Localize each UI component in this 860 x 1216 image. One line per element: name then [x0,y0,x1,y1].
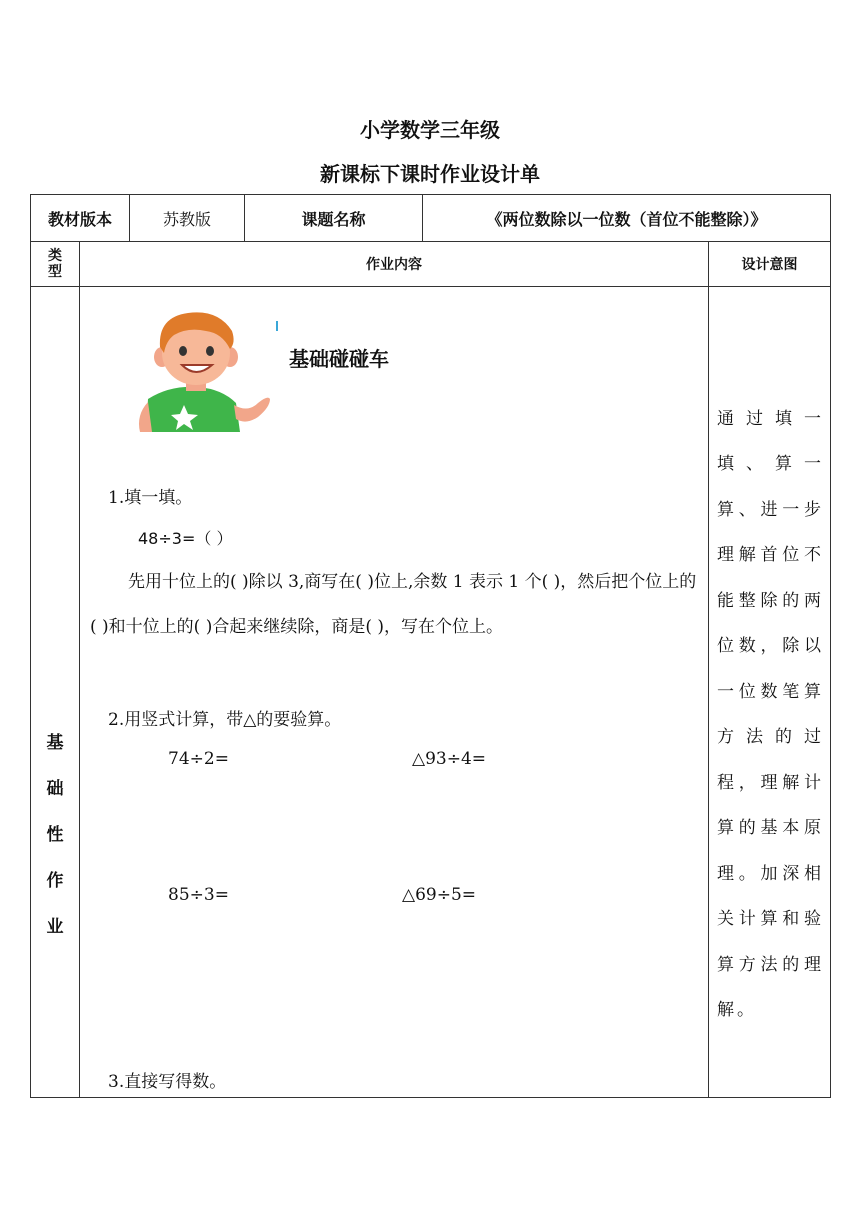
type-header-text: 类型 [48,248,62,280]
topic-label: 课题名称 [245,195,423,242]
content-cell [80,287,709,1098]
intent-cell [709,287,831,1098]
q2-item: △93÷4= [412,749,487,769]
column-header-row [31,242,831,287]
q2-title: 2.用竖式计算，带△的要验算。 [108,710,342,730]
design-intent-text: 通过填一填、算一算、进一步理解首位不能整除的两位数，除以一位数笔算方法的过程，理解计算的基本原理。加深相关计算和验算方法的理解。 [717,408,825,1020]
q2-item: △69÷5= [402,885,477,905]
q1-expression: 48÷3=（ ） [138,529,233,548]
q1-title: 1.填一填。 [108,488,193,508]
topic-value: 《两位数除以一位数（首位不能整除）》 [423,195,831,242]
textbook-value: 苏教版 [130,195,245,242]
decor-mark [276,321,278,331]
homework-table [30,194,831,1098]
type-cell [31,287,80,1098]
intent-header: 设计意图 [709,242,831,287]
basic-homework-row [31,287,831,1098]
type-label [31,434,79,950]
q3-title: 3.直接写得数。 [108,1072,227,1092]
content-header: 作业内容 [80,242,709,287]
info-row [31,195,831,242]
type-char: 础 [46,779,64,799]
page-title: 小学数学三年级 [360,118,500,142]
boy-illustration [118,307,278,437]
type-header [31,242,80,287]
q2-item: 85÷3= [168,885,229,905]
type-char: 基 [46,733,64,753]
q1-text: 先用十位上的( )除以 3,商写在( )位上,余数 1 表示 1 个( )，然后把个位上的( )和十位上的( )合起来继续除，商是( )，写在个位上。 [90,572,697,637]
q2-item: 74÷2= [168,749,229,769]
page-subtitle: 新课标下课时作业设计单 [320,162,540,186]
banner-title: 基础碰碰车 [289,347,389,371]
type-char: 性 [46,825,64,845]
type-char: 业 [46,917,64,937]
textbook-label: 教材版本 [31,195,130,242]
type-char: 作 [46,871,64,891]
